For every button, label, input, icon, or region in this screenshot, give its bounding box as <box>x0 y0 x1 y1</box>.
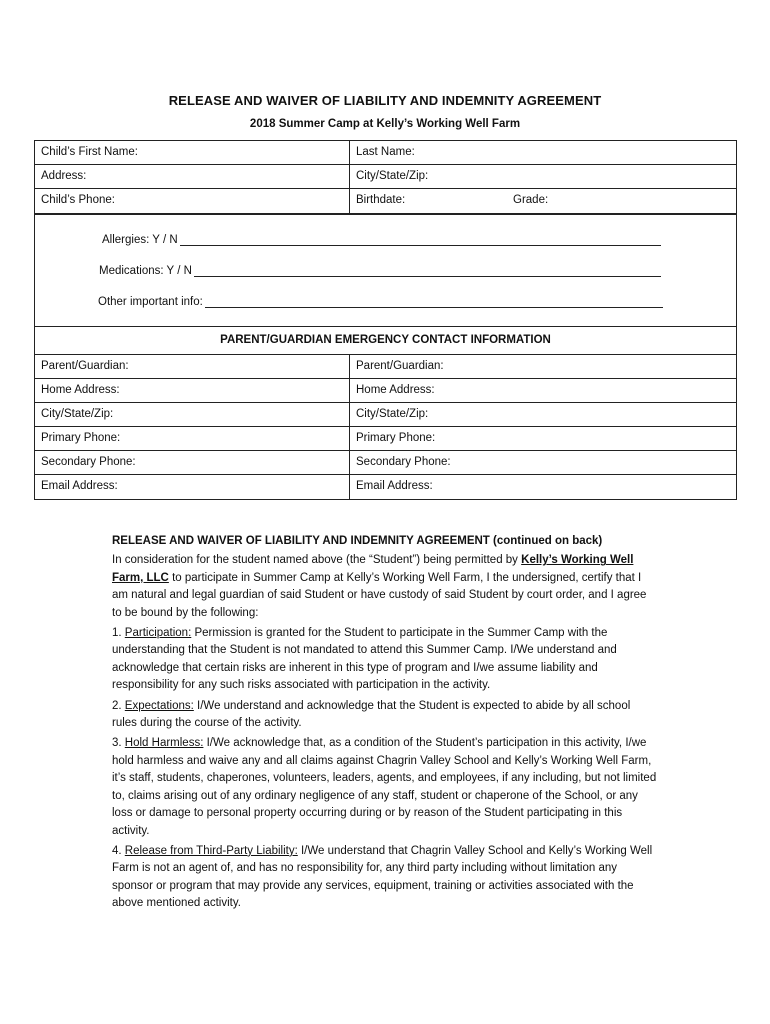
intro-pre: In consideration for the student named above (the “Student”) being permitted by <box>112 554 522 567</box>
other-info-line <box>98 295 663 308</box>
child-first-name-field[interactable]: Child’s First Name: <box>35 141 350 164</box>
clause-text: I/We understand that Chagrin Valley School and Kelly’s Working Well Farm is not an agent of, and has no responsibility for, any third party including without limitation any sponsor or program that may provide any services, equipment, training or activities associated with the above mentioned activity. <box>112 844 653 910</box>
clause-text: Permission is granted for the Student to participate in the Summer Camp with the understanding that the Student is not mandated to attend this Summer Camp. I/We understand and acknowledge that certain risks are inherent in this type of program and I/we assume liability and responsibility for any such risks associated with participation in the activity. <box>112 627 617 692</box>
agreement-heading: RELEASE AND WAIVER OF LIABILITY AND INDEMNITY AGREEMENT (continued on back) <box>112 535 603 547</box>
allergies-line <box>102 233 661 246</box>
clause-title: Participation: <box>124 627 192 640</box>
guardian1-home-address-field[interactable]: Home Address: <box>35 379 350 402</box>
child-address-field[interactable]: Address: <box>35 165 350 188</box>
clause-expectations <box>112 698 657 733</box>
table-row <box>35 427 736 451</box>
clause-title: Release from Third-Party Liability: <box>124 844 298 857</box>
guardian2-city-state-zip-field[interactable]: City/State/Zip: <box>356 408 429 420</box>
document-title: RELEASE AND WAIVER OF LIABILITY AND INDEMNITY AGREEMENT <box>168 93 602 108</box>
child-last-name-field[interactable]: Last Name: <box>356 146 415 158</box>
intro-post: to participate in Summer Camp at Kelly’s Working Well Farm, I the undersigned, certify that I am natural and legal guardian of said Student or have custody of said Student by court order, and I agree to be bound by the following: <box>112 571 647 619</box>
medical-info-section <box>35 215 736 327</box>
clause-participation <box>112 625 657 695</box>
table-row <box>35 379 736 403</box>
clause-title: Hold Harmless: <box>124 737 204 750</box>
child-grade-field[interactable]: Grade: <box>513 194 549 206</box>
medical-contact-table <box>34 214 737 500</box>
clause-number: 2. <box>112 699 125 712</box>
table-row <box>35 403 736 427</box>
other-info-label: Other important info: <box>98 296 203 308</box>
clause-text: I/We understand and acknowledge that the Student is expected to abide by all school rules during the course of the activity. <box>112 699 631 730</box>
document-subtitle: 2018 Summer Camp at Kelly’s Working Well Farm <box>249 118 521 130</box>
child-info-table <box>34 140 737 214</box>
table-row <box>35 475 736 499</box>
table-row <box>35 141 736 165</box>
guardian1-secondary-phone-field[interactable]: Secondary Phone: <box>35 451 350 474</box>
child-birthdate-field[interactable]: Birthdate: <box>356 194 406 206</box>
allergies-label: Allergies: Y / N <box>102 234 178 246</box>
allergies-input[interactable] <box>180 233 661 246</box>
guardian2-email-field[interactable]: Email Address: <box>356 480 433 492</box>
guardian1-email-field[interactable]: Email Address: <box>35 475 350 499</box>
table-row <box>35 189 736 213</box>
company-name: Kelly’s Working Well Farm, LLC <box>112 554 634 584</box>
medications-line <box>99 264 661 277</box>
guardian1-city-state-zip-field[interactable]: City/State/Zip: <box>35 403 350 426</box>
agreement-intro <box>112 552 657 622</box>
medications-label: Medications: Y / N <box>99 265 192 277</box>
other-info-input[interactable] <box>205 295 663 308</box>
table-row <box>35 165 736 189</box>
clause-number: 3. <box>112 737 125 750</box>
agreement-body <box>112 533 657 916</box>
clause-text: I/We acknowledge that, as a condition of the Student’s participation in this activity, I/we hold harmless and waive any and all claims against Chagrin Valley School and Kelly’s Working Well Farm, it’s staff, students, chaperones, volunteers, leaders, agents, and employees, if any including, but not limited to, claims arising out of any ordinary negligence of any staff, student or chaperone of the School, or any loss or damage to personal property occurring during or by reason of the Student participating in this activity. <box>112 737 657 837</box>
guardian2-secondary-phone-field[interactable]: Secondary Phone: <box>356 456 451 468</box>
table-row <box>35 451 736 475</box>
clause-number: 4. <box>112 844 125 857</box>
emergency-contact-header: PARENT/GUARDIAN EMERGENCY CONTACT INFORMATION <box>35 327 736 355</box>
table-row <box>35 355 736 379</box>
guardian2-primary-phone-field[interactable]: Primary Phone: <box>356 432 436 444</box>
guardian2-home-address-field[interactable]: Home Address: <box>356 384 435 396</box>
clause-title: Expectations: <box>124 699 194 712</box>
child-phone-field[interactable]: Child’s Phone: <box>35 189 350 213</box>
birthdate-grade-cell <box>350 189 736 213</box>
medications-input[interactable] <box>194 264 661 277</box>
guardian2-name-field[interactable]: Parent/Guardian: <box>356 360 444 372</box>
guardian1-primary-phone-field[interactable]: Primary Phone: <box>35 427 350 450</box>
guardian1-name-field[interactable]: Parent/Guardian: <box>35 355 350 378</box>
clause-third-party <box>112 843 657 913</box>
clause-hold-harmless <box>112 735 657 839</box>
child-city-state-zip-field[interactable]: City/State/Zip: <box>356 170 429 182</box>
clause-number: 1. <box>112 627 125 640</box>
